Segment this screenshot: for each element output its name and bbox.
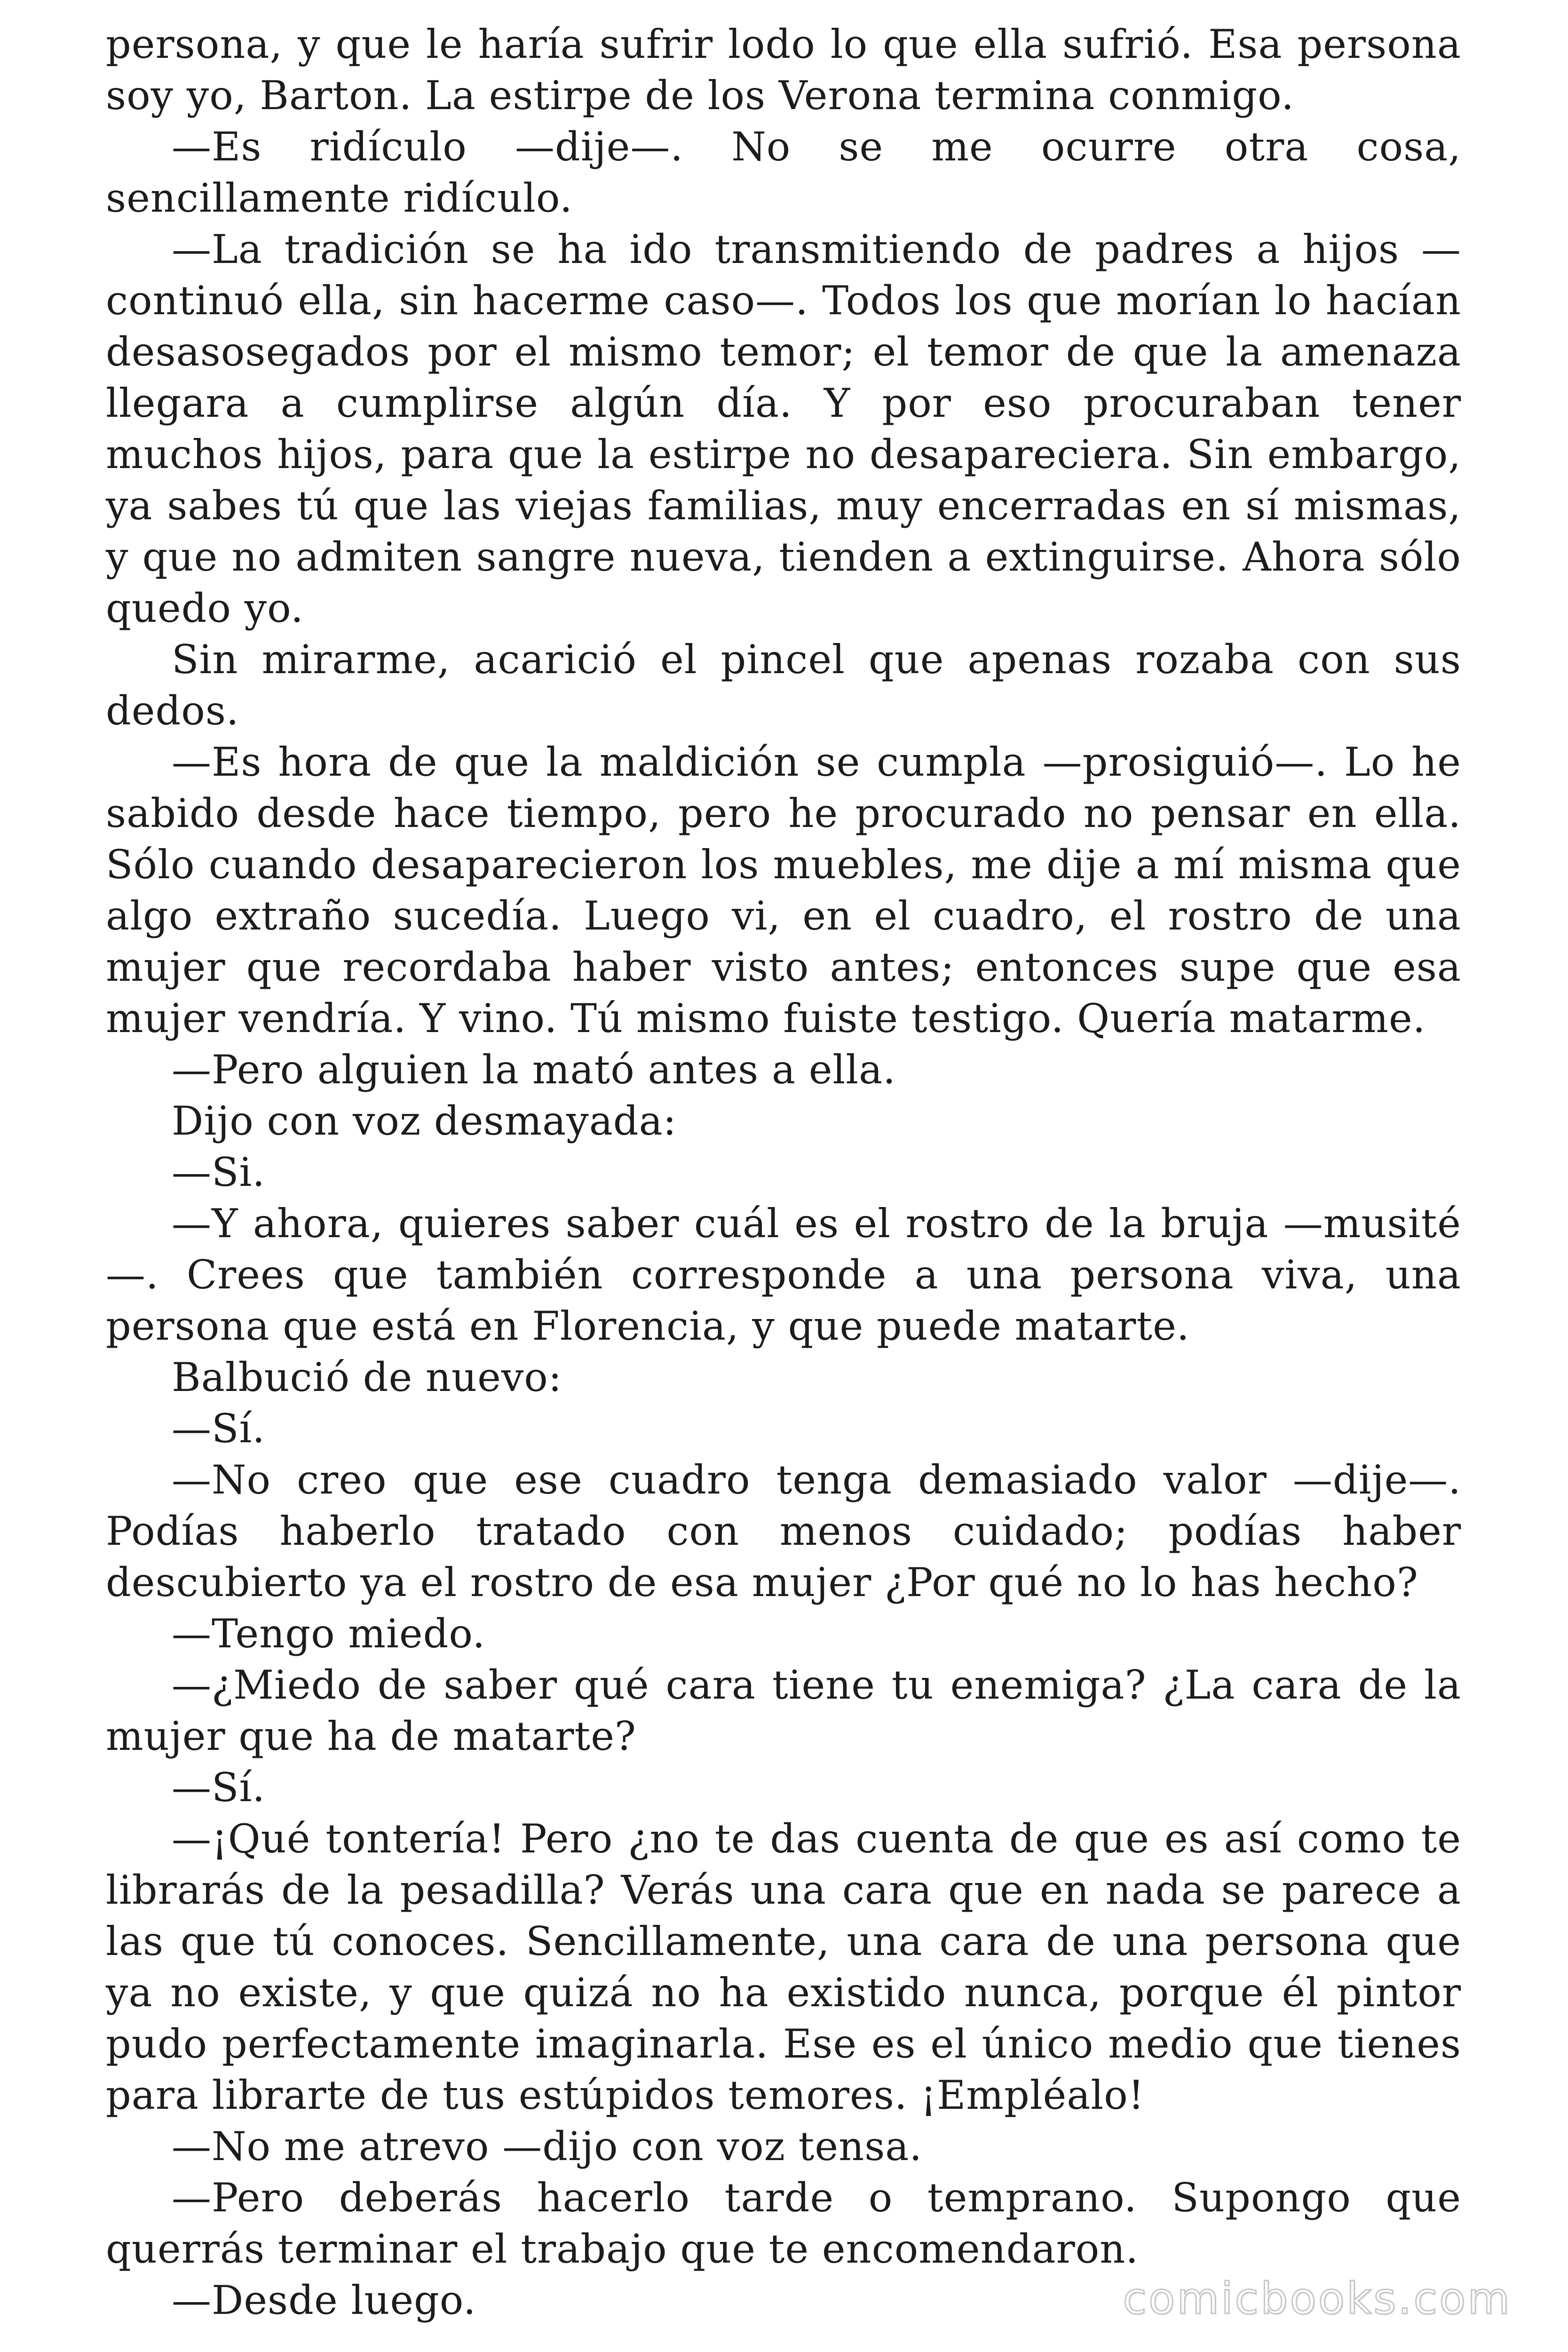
watermark: comicbooks.com xyxy=(1123,2273,1512,2324)
paragraph: —Es ridículo —dije—. No se me ocurre otra cosa, sencillamente ridículo. xyxy=(106,124,1461,221)
paragraph: —¡Qué tontería! Pero ¿no te das cuenta de que es así como te librarás de la pesadilla? Verás una cara que en nada se parece a las que tú conoces. Sencillamente, una cara de una persona que ya no existe, y que quizá no ha existido nunca, porque él pintor pudo perfectamente imaginarla. Ese es el único medio que tienes para librarte de tus estúpidos temores. ¡Empléalo! xyxy=(106,1816,1461,2118)
paragraph: —Sí. xyxy=(172,1764,266,1811)
paragraph: —Pero alguien la mató antes a ella. xyxy=(172,1047,896,1093)
paragraph: Sin mirarme, acarició el pincel que apenas rozaba con sus dedos. xyxy=(106,636,1461,734)
paragraph: —Desde luego. xyxy=(172,2277,476,2323)
book-page-text xyxy=(106,19,1461,2326)
paragraph: persona, y que le haría sufrir lodo lo que ella sufrió. Esa persona soy yo, Barton. La estirpe de los Verona termina conmigo. xyxy=(106,21,1461,119)
paragraph: —Es hora de que la maldición se cumpla —prosiguió—. Lo he sabido desde hace tiempo, pero he procurado no pensar en ella. Sólo cuando desaparecieron los muebles, me dije a mí misma que algo extraño sucedía. Luego vi, en el cuadro, el rostro de una mujer que recordaba haber visto antes; entonces supe que esa mujer vendría. Y vino. Tú mismo fuiste testigo. Quería matarme. xyxy=(106,739,1461,1041)
paragraph: —Tengo miedo. xyxy=(172,1611,486,1657)
paragraph: —No creo que ese cuadro tenga demasiado valor —dije—. Podías haberlo tratado con menos cuidado; podías haber descubierto ya el rostro de esa mujer ¿Por qué no lo has hecho? xyxy=(106,1457,1461,1605)
paragraph: —Sí. xyxy=(172,1406,266,1452)
paragraph: —No me atrevo —dijo con voz tensa. xyxy=(172,2123,923,2169)
paragraph: —La tradición se ha ido transmitiendo de padres a hijos —continuó ella, sin hacerme caso—. Todos los que morían lo hacían desasosegados por el mismo temor; el temor de que la amenaza llegara a cumplirse algún día. Y por eso procuraban tener muchos hijos, para que la estirpe no desapareciera. Sin embargo, ya sabes tú que las viejas familias, muy encerradas en sí mismas, y que no admiten sangre nueva, tienden a extinguirse. Ahora sólo quedo yo. xyxy=(106,226,1461,631)
paragraph: —Pero deberás hacerlo tarde o temprano. Supongo que querrás terminar el trabajo que te encomendaron. xyxy=(106,2175,1461,2272)
paragraph: Balbució de nuevo: xyxy=(172,1354,562,1400)
paragraph: —Si. xyxy=(172,1149,266,1195)
paragraph: Dijo con voz desmayada: xyxy=(172,1098,677,1144)
paragraph: —Y ahora, quieres saber cuál es el rostro de la bruja —musité—. Crees que también corresponde a una persona viva, una persona que está en Florencia, y que puede matarte. xyxy=(106,1200,1461,1349)
paragraph: —¿Miedo de saber qué cara tiene tu enemiga? ¿La cara de la mujer que ha de matarte? xyxy=(106,1662,1461,1759)
